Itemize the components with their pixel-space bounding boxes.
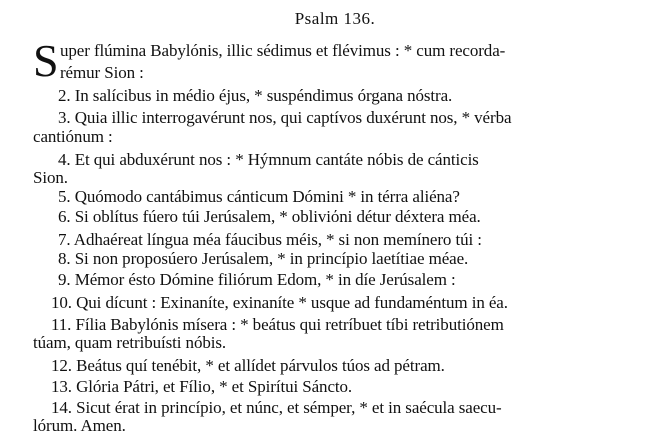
verse-1-line-1: uper flúmina Babylónis, illic sédimus et flévimus : * cum recorda- (60, 41, 506, 60)
verse-14-line-1: 14. Sicut érat in princípio, et núnc, et sémper, * et in saécula saecu- (51, 398, 502, 417)
verse-1-line-2: rémur Sion : (60, 63, 144, 82)
verse-8: 8. Si non proposúero Jerúsalem, * in princípio laetítiae méae. (58, 249, 469, 268)
drop-cap: S (33, 35, 59, 86)
verse-10: 10. Qui dícunt : Exinaníte, exinaníte * usque ad fundaméntum in éa. (51, 293, 508, 312)
verse-5: 5. Quómodo cantábimus cánticum Dómini * in térra aliéna? (58, 187, 460, 206)
verse-6: 6. Si oblítus fúero túi Jerúsalem, * obliviόni détur déxtera méa. (58, 207, 481, 226)
verse-3-line-2: cantiónum : (33, 127, 113, 146)
verse-14-line-2: lórum. Amen. (33, 416, 126, 435)
page-title: Psalm 136. (294, 9, 376, 28)
verse-2: 2. In salícibus in médio éjus, * suspéndimus órgana nóstra. (58, 86, 453, 105)
verse-11-line-1: 11. Fília Babylónis mísera : * beátus qui retríbuet tíbi retributiónem (51, 315, 504, 334)
verse-3-line-1: 3. Quia illic interrogavérunt nos, qui captívos duxérunt nos, * vérba (58, 108, 512, 127)
verse-4-line-1: 4. Et qui abduxérunt nos : * Hýmnum cantáte nóbis de cánticis (58, 150, 479, 169)
verse-13: 13. Glória Pátri, et Fílio, * et Spirítui Sáncto. (51, 377, 353, 396)
verse-4-line-2: Sion. (33, 168, 68, 187)
verse-7: 7. Adhaéreat língua méa fáucibus méis, * si non memínero túi : (58, 230, 482, 249)
verse-9: 9. Mémor ésto Dómine filiórum Edom, * in díe Jerúsalem : (58, 270, 456, 289)
verse-11-line-2: túam, quam retribuísti nóbis. (33, 333, 227, 352)
verse-12: 12. Beátus quí tenébit, * et allídet párvulos túos ad pétram. (51, 356, 445, 375)
